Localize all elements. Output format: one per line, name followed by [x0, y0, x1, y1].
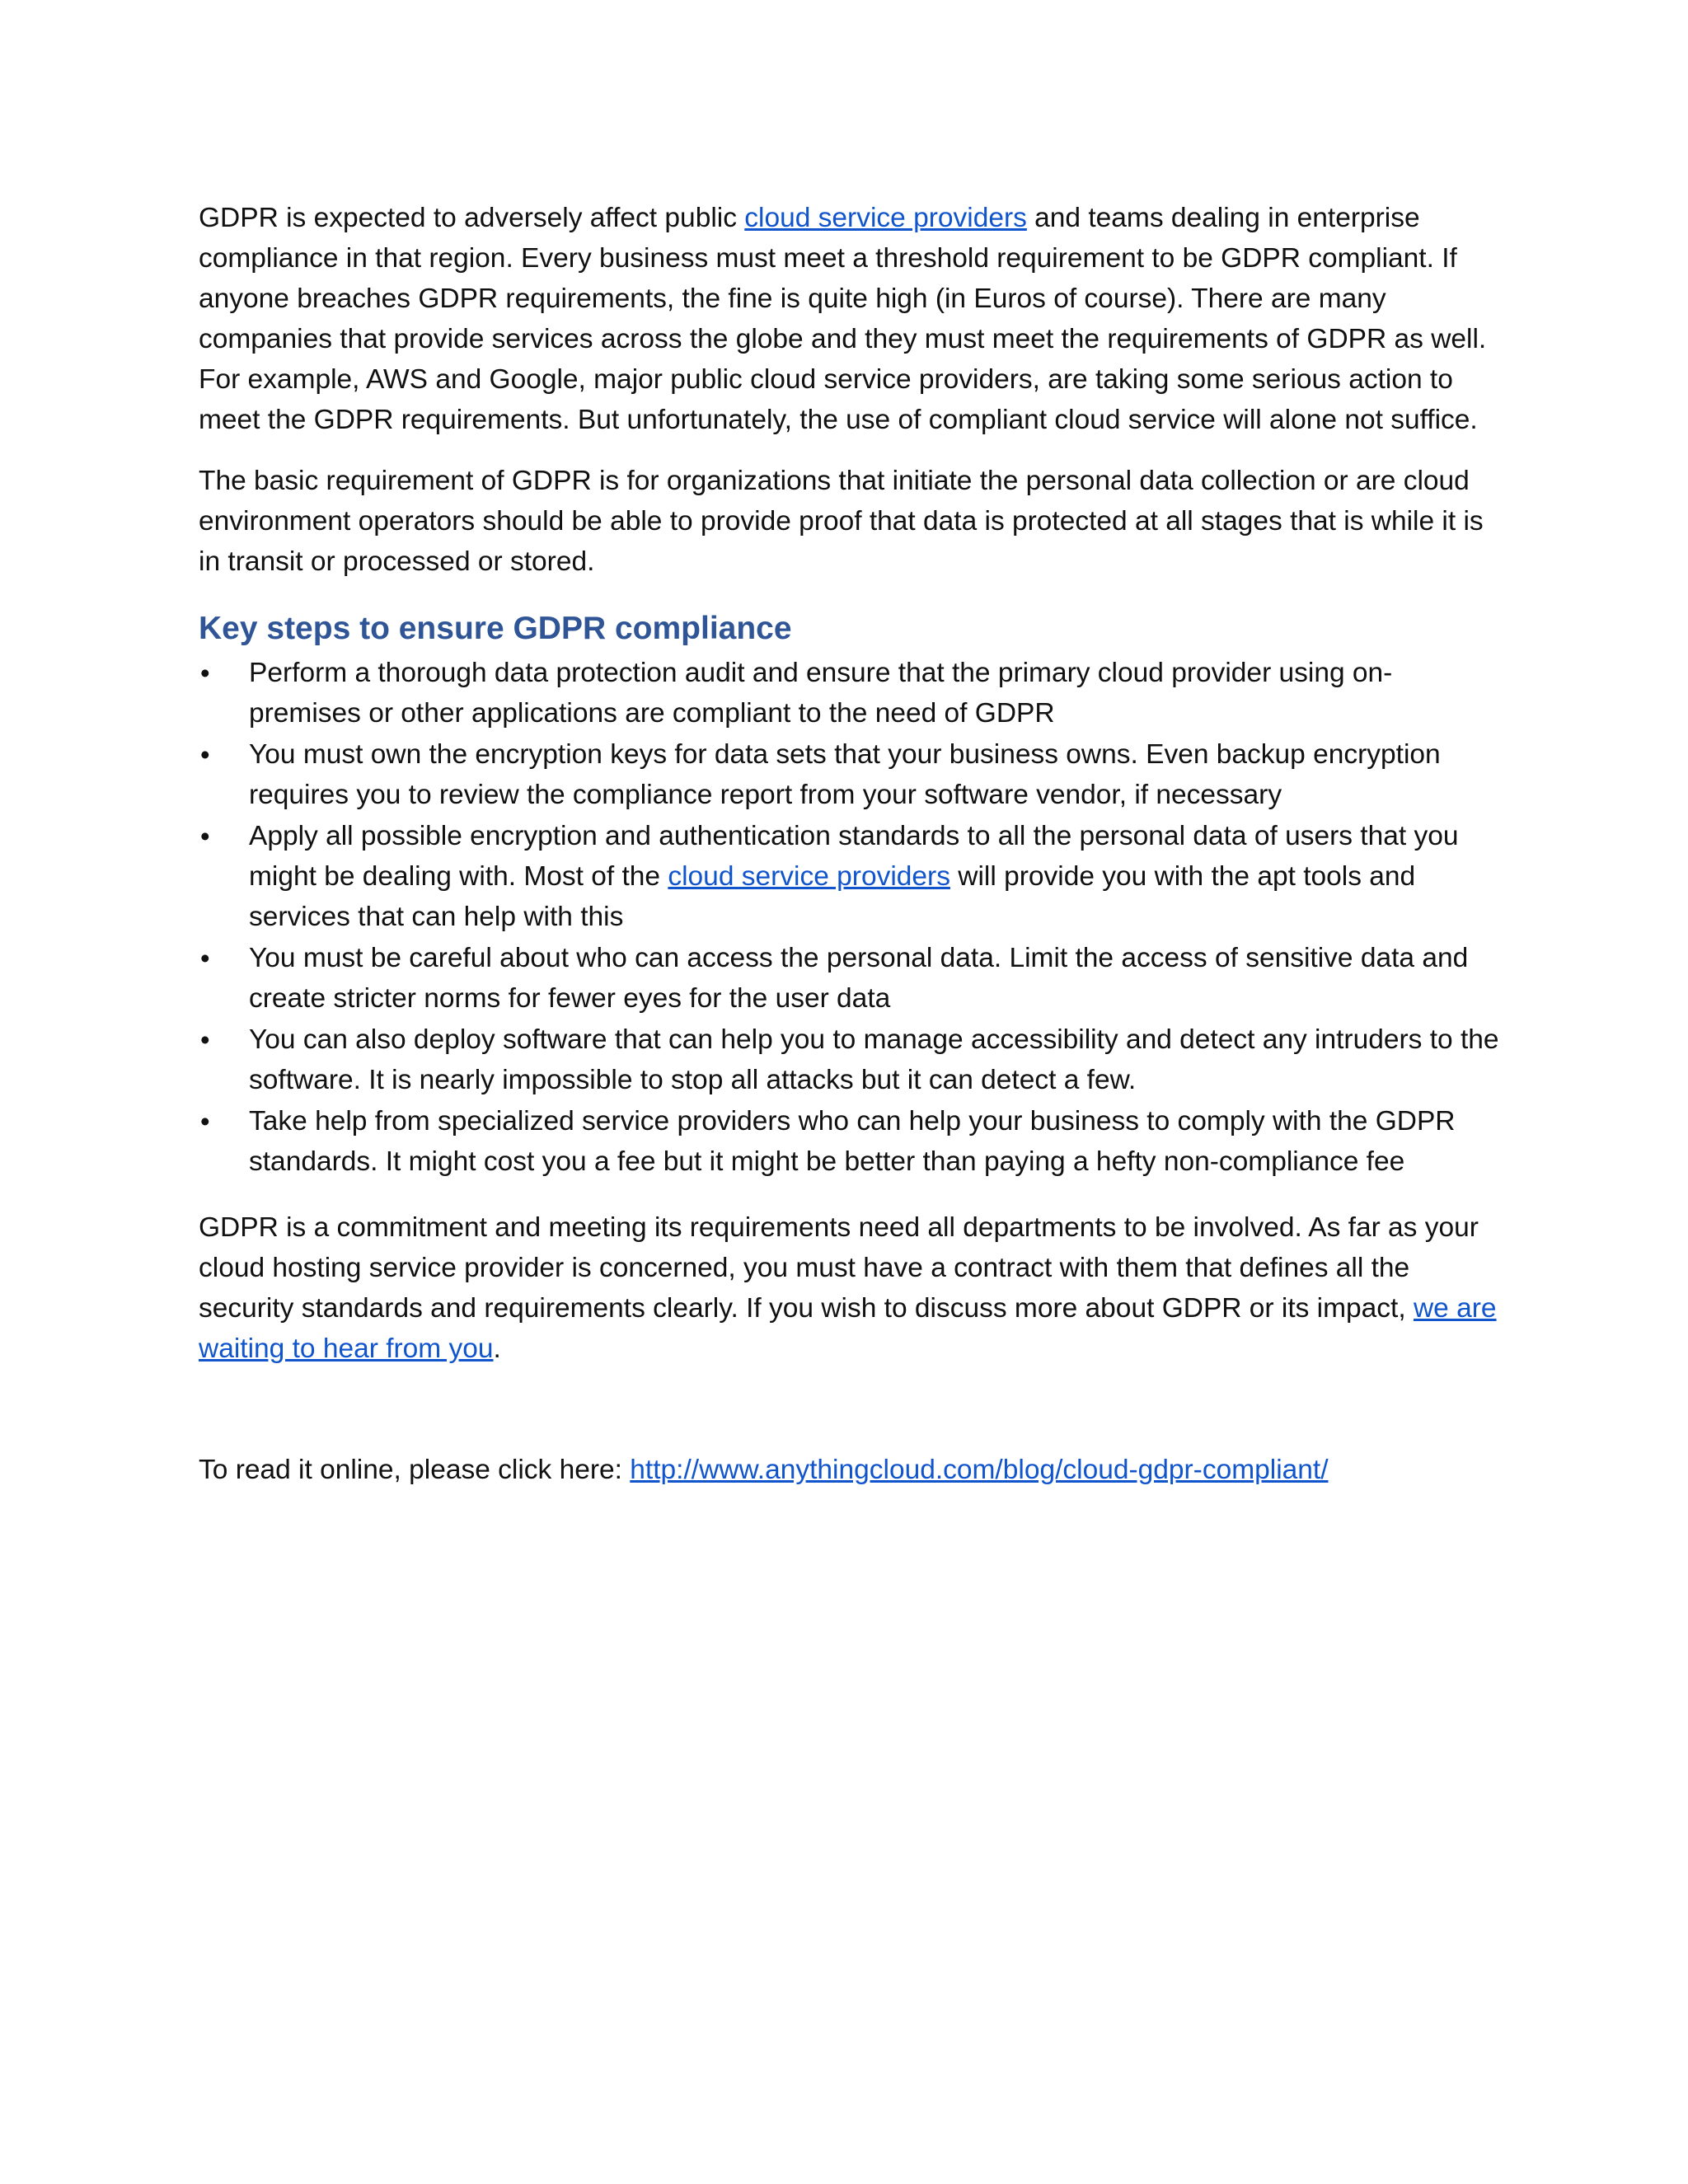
- basic-requirement-paragraph: The basic requirement of GDPR is for organizations that initiate the personal data collection or are cloud environment operators should be able to provide proof that data is protected at all stages that is while it is in transit or processed or stored.: [199, 466, 1484, 577]
- step-text: You can also deploy software that can help you to manage accessibility and detect any intruders to the software. It is nearly impossible to stop all attacks but it can detect a few.: [249, 1024, 1499, 1095]
- section-heading: Key steps to ensure GDPR compliance: [199, 611, 792, 646]
- list-item: [199, 1019, 1501, 1100]
- list-item: [199, 938, 1501, 1019]
- list-item: [199, 1101, 1501, 1182]
- bullet-icon: •: [200, 821, 210, 851]
- step-text: Take help from specialized service providers who can help your business to comply with the GDPR standards. It might cost you a fee but it might be better than paying a hefty non-compliance fee: [249, 1106, 1456, 1177]
- bullet-icon: •: [200, 739, 210, 770]
- document-page: [199, 198, 1501, 1490]
- conclusion-text-start: GDPR is a commitment and meeting its requirements need all departments to be involved. As far as your cloud hosting service provider is concerned, you must have a contract with them that defines all the security standards and requirements clearly. If you wish to discuss more about GDPR or its impact,: [199, 1212, 1479, 1324]
- read-online-line: [199, 1450, 1501, 1490]
- intro-paragraph: [199, 198, 1501, 440]
- bullet-icon: •: [200, 658, 210, 688]
- contact-link[interactable]: we are waiting to hear from you: [199, 1293, 1497, 1364]
- read-online-label: To read it online, please click here:: [199, 1455, 631, 1485]
- cloud-service-providers-link[interactable]: cloud service providers: [668, 861, 950, 892]
- list-item: [199, 816, 1501, 937]
- conclusion-text-end: .: [493, 1333, 501, 1364]
- step-text: Perform a thorough data protection audit and ensure that the primary cloud provider using on-premises or other applications are compliant to the need of GDPR: [249, 658, 1393, 729]
- cloud-service-providers-link[interactable]: cloud service providers: [744, 203, 1027, 233]
- step-text-start: Apply all possible encryption and authentication standards to all the personal data of users that you might be dealing with. Most of the: [249, 821, 1459, 892]
- intro-text-end: and teams dealing in enterprise compliance in that region. Every business must meet a threshold requirement to be GDPR compliant. If anyone breaches GDPR requirements, the fine is quite high (in Euros of course). There are many companies that provide services across the globe and they must meet the requirements of GDPR as well. For example, AWS and Google, major public cloud service providers, are taking some serious action to meet the GDPR requirements. But unfortunately, the use of compliant cloud service will alone not suffice.: [199, 203, 1487, 435]
- step-text-end: will provide you with the apt tools and services that can help with this: [249, 861, 1416, 932]
- bullet-icon: •: [200, 1024, 210, 1055]
- intro-text-start: GDPR is expected to adversely affect public: [199, 203, 745, 233]
- steps-list: [199, 653, 1501, 1182]
- blog-url-link[interactable]: http://www.anythingcloud.com/blog/cloud-gdpr-compliant/: [630, 1455, 1329, 1485]
- step-text: You must be careful about who can access the personal data. Limit the access of sensitive data and create stricter norms for fewer eyes for the user data: [249, 943, 1469, 1014]
- bullet-icon: •: [200, 943, 210, 973]
- conclusion-paragraph: [199, 1207, 1501, 1369]
- step-text: You must own the encryption keys for data sets that your business owns. Even backup encryption requires you to review the compliance report from your software vendor, if necessary: [249, 739, 1441, 810]
- list-item: [199, 653, 1501, 733]
- list-item: [199, 734, 1501, 815]
- bullet-icon: •: [200, 1106, 210, 1137]
